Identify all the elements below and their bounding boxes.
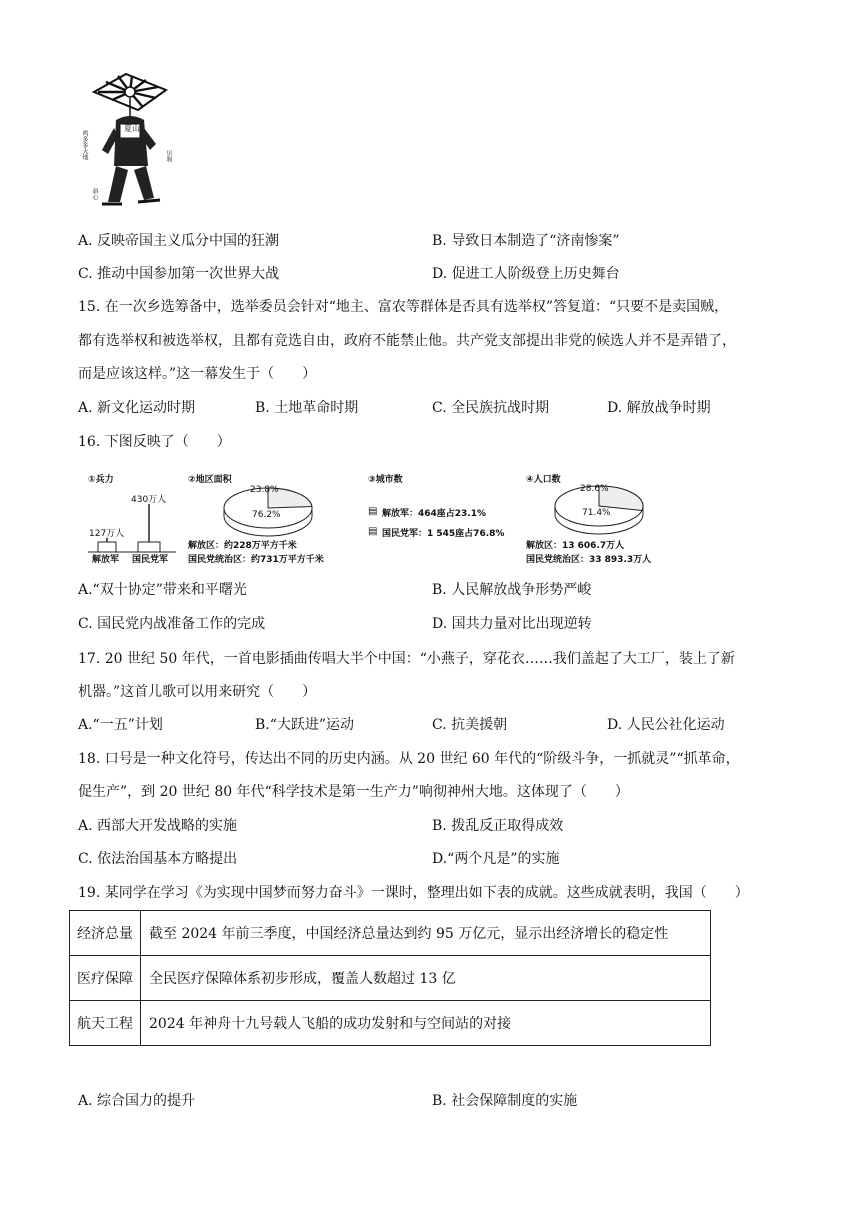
q19-option-a[interactable]: A. 综合国力的提升 [78,1093,196,1109]
q14-option-a[interactable]: A. 反映帝国主义瓜分中国的狂潮 [78,233,280,249]
q15-option-a[interactable]: A. 新文化运动时期 [78,400,196,416]
chart3-row-2: 国民党军：1 545座占76.8% [382,529,505,539]
cartoon-image [81,70,176,216]
q17-stem-line-2: 机器。”这首儿歌可以用来研究（ ） [78,684,317,700]
q15-stem-line-3: 而是应该这样。”这一幕发生于（ ） [78,366,317,382]
q16-chart-strip [86,468,666,564]
chart1-bar-base [138,542,160,552]
q16-option-b[interactable]: B. 人民解放战争形势严峻 [432,582,592,598]
chart4-slice-label-1: 28.6% [580,484,609,494]
q17-stem-line-1: 17. 20 世纪 50 年代，一首电影插曲传唱大半个中国：“小燕子，穿花衣……我们盖起了大工厂，装上了新 [78,651,735,667]
chart1-bar-base [98,542,116,552]
chart1-title: ①兵力 [88,475,114,485]
q14-option-d[interactable]: D. 促进工人阶级登上历史舞台 [432,266,620,282]
achievements-table [69,910,711,1046]
q17-option-d[interactable]: D. 人民公社化运动 [607,717,725,733]
q18-stem-line-1: 18. 口号是一种文化符号，传达出不同的历史内涵。从 20 世纪 60 年代的“阶级斗争，一抓就灵”“抓革命， [78,751,740,767]
table-row-header: 经济总量 [70,911,141,956]
chart2-slice-label-1: 23.8% [250,485,279,495]
chart3-building-icon-2: ▤ [368,526,378,537]
q15-stem-line-1: 15. 在一次乡选筹备中，选举委员会针对“地主、富农等群体是否具有选举权”答复道：“只要不是卖国贼， [78,299,729,315]
q14-option-c[interactable]: C. 推动中国参加第一次世界大战 [78,266,280,282]
q17-option-c[interactable]: C. 抗美援朝 [432,717,508,733]
table-cell: 全民医疗保障体系初步形成，覆盖人数超过 13 亿 [141,956,711,1001]
chart1-category-1: 解放军 [92,555,120,565]
table-row [70,956,711,1001]
cartoon-label-signature: 斜心 [91,188,98,200]
chart3-building-icon-1: ▤ [368,506,378,517]
table-row [70,911,711,956]
cartoon-label-left: 鸣多多大地 [81,130,88,160]
chart4-note-2: 国民党统治区：33 893.3万人 [526,555,652,565]
chart2-title: ②地区面积 [188,475,232,485]
q18-option-d[interactable]: D.“两个凡是”的实施 [432,851,560,867]
cartoon-label-right: 贝驹 [165,150,172,162]
q18-stem-line-2: 促生产”，到 20 世纪 80 年代“科学技术是第一生产力”响彻神州大地。这体现了（ ） [78,784,629,800]
q14-option-b[interactable]: B. 导致日本制造了“济南惨案” [432,233,620,249]
chart3-title: ③城市数 [368,475,403,485]
chart2-note-2: 国民党统治区：约731万平方千米 [188,555,324,565]
cartoon-figure-with-umbrella-icon [86,70,176,216]
q15-stem-line-2: 都有选举权和被选举权，且都有竞选自由，政府不能禁止他。共产党支部提出非党的候选人并不是弄错了， [78,333,736,349]
q16-stem: 16. 下图反映了（ ） [78,434,231,450]
chart4-title: ④人口数 [526,475,561,485]
q17-option-b[interactable]: B.“大跃进”运动 [255,717,355,733]
table-row [70,1001,711,1046]
q18-option-c[interactable]: C. 依法治国基本方略提出 [78,851,238,867]
chart1-value-label-2: 430万人 [131,495,167,505]
table-row-header: 医疗保障 [70,956,141,1001]
table-cell: 截至 2024 年前三季度，中国经济总量达到约 95 万亿元，显示出经济增长的稳定性 [141,911,711,956]
q16-option-a[interactable]: A.“双十协定”带来和平曙光 [78,582,247,598]
q16-option-d[interactable]: D. 国共力量对比出现逆转 [432,616,592,632]
q16-option-c[interactable]: C. 国民党内战准备工作的完成 [78,616,266,632]
q17-option-a[interactable]: A.“一五”计划 [78,717,163,733]
chart4-slice-label-2: 71.4% [582,508,611,518]
chart1-value-label-1: 127万人 [89,528,125,539]
chart3-row-1: 解放军：464座占23.1% [382,509,487,519]
q19-option-b[interactable]: B. 社会保障制度的实施 [432,1093,578,1109]
q18-option-b[interactable]: B. 拨乱反正取得成效 [432,818,564,834]
table-cell: 2024 年神舟十九号载人飞船的成功发射和与空间站的对接 [141,1001,711,1046]
cartoon-label-main: 夏山 [124,124,140,133]
table-row-header: 航天工程 [70,1001,141,1046]
chart2-slice-label-2: 76.2% [252,510,281,520]
chart1-category-2: 国民党军 [132,555,169,565]
q15-option-d[interactable]: D. 解放战争时期 [607,400,711,416]
chart4-note-1: 解放区：13 606.7万人 [526,541,625,551]
q18-option-a[interactable]: A. 西部大开发战略的实施 [78,818,238,834]
chart2-note-1: 解放区：约228万平方千米 [188,541,297,551]
q15-option-c[interactable]: C. 全民族抗战时期 [432,400,550,416]
q19-stem: 19. 某同学在学习《为实现中国梦而努力奋斗》一课时，整理出如下表的成就。这些成就表明，我国（ ） [78,885,749,901]
q15-option-b[interactable]: B. 土地革命时期 [255,400,359,416]
